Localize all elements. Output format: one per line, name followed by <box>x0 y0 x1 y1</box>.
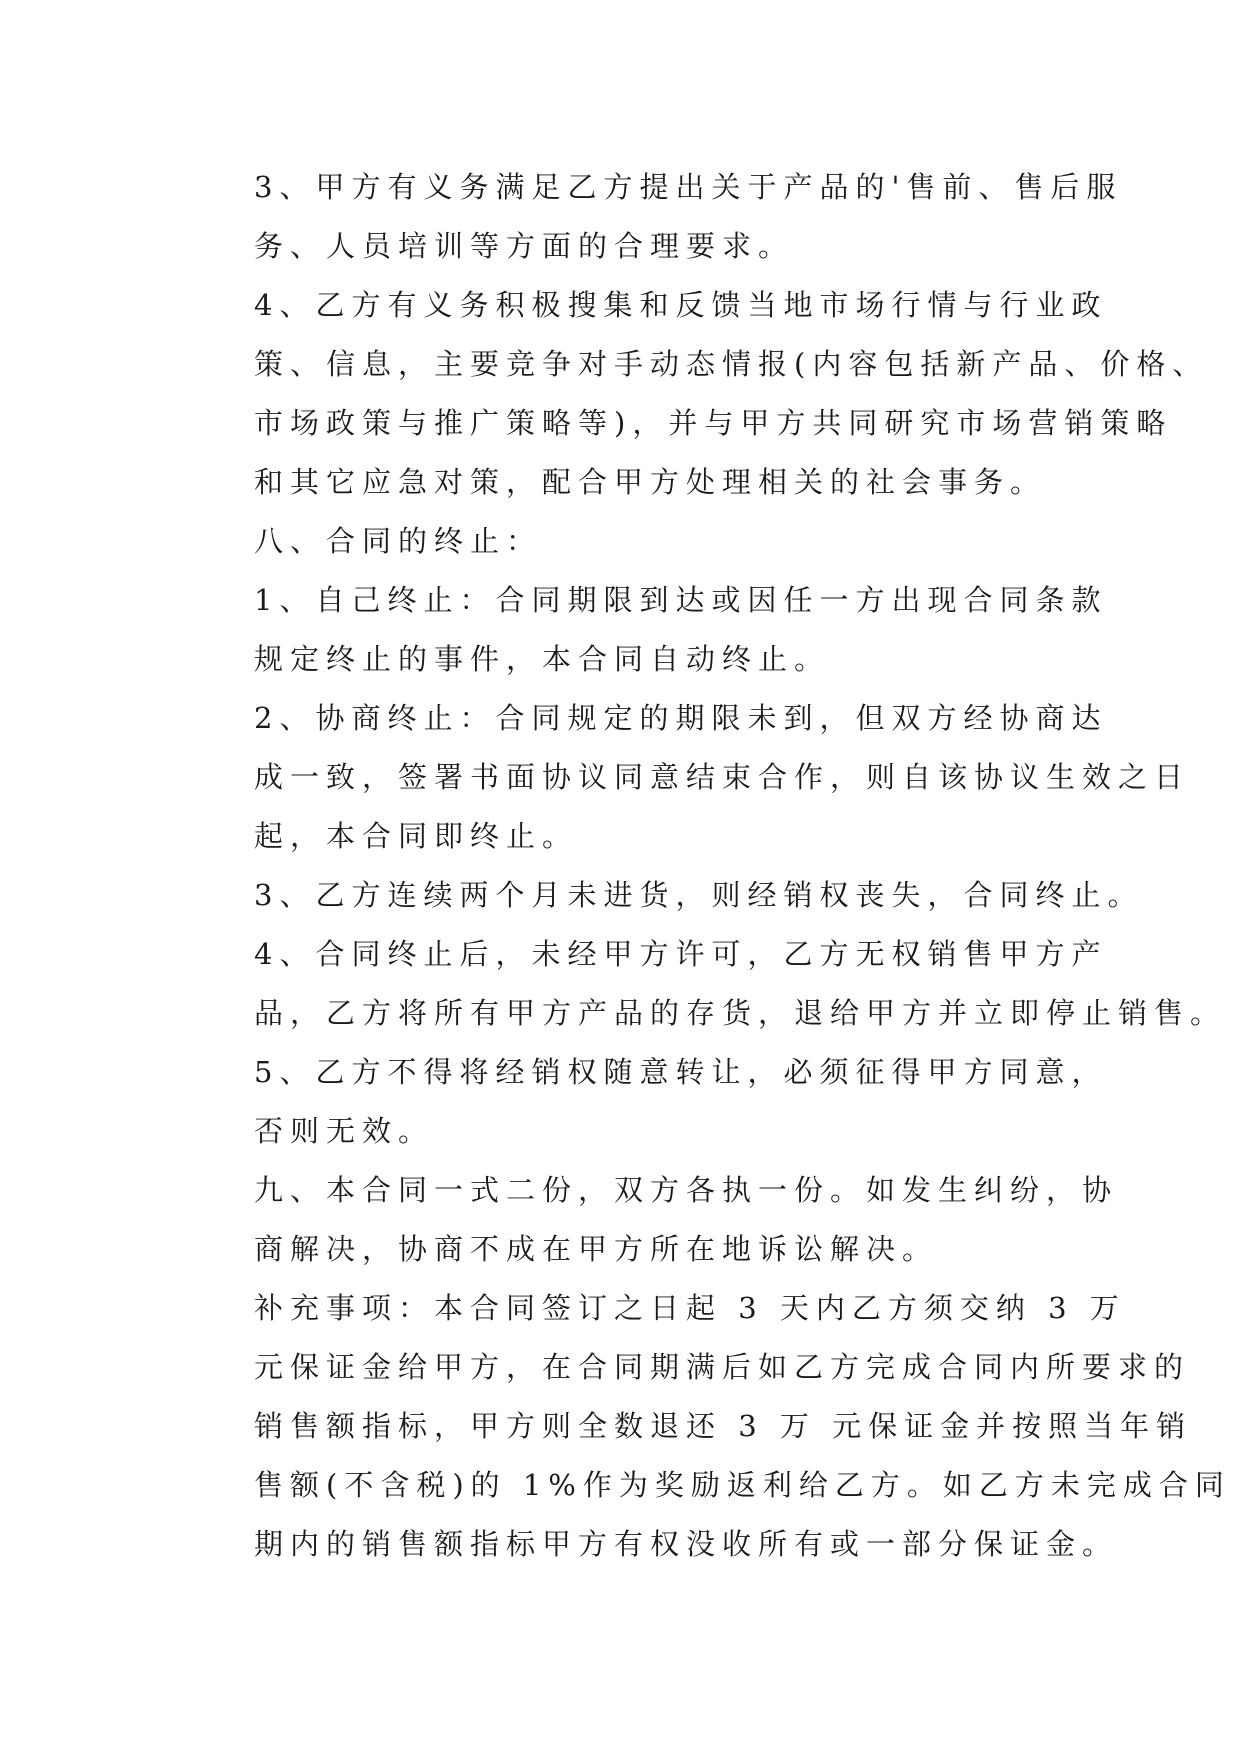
text-line: 市场政策与推广策略等)，并与甲方共同研究市场营销策略 <box>254 406 1173 440</box>
text-line: 3、乙方连续两个月未进货，则经销权丧失，合同终止。 <box>254 878 1144 912</box>
text-line: 2、协商终止：合同规定的期限未到，但双方经协商达 <box>254 701 1108 735</box>
text-line: 商解决，协商不成在甲方所在地诉讼解决。 <box>254 1232 939 1266</box>
text-line: 品，乙方将所有甲方产品的存货，退给甲方并立即停止销售。 <box>254 996 1227 1030</box>
text-line: 期内的销售额指标甲方有权没收所有或一部分保证金。 <box>254 1527 1119 1561</box>
text-line: 补充事项：本合同签订之日起 3 天内乙方须交纳 3 万 <box>254 1291 1126 1325</box>
text-line: 4、合同终止后，未经甲方许可，乙方无权销售甲方产 <box>254 937 1108 971</box>
paragraph-no-transfer <box>190 1043 1108 1161</box>
text-line: 5、乙方不得将经销权随意转让，必须征得甲方同意， <box>254 1055 1108 1089</box>
text-line: 3、甲方有义务满足乙方提出关于产品的'售前、售后服 <box>254 170 1123 204</box>
paragraph-natural-termination <box>190 571 1108 689</box>
paragraph-after-termination <box>190 925 1227 1043</box>
paragraph-no-purchase-termination <box>190 866 1144 925</box>
text-line: 销售额指标，甲方则全数退还 3 万 元保证金并按照当年销 <box>254 1409 1193 1443</box>
paragraph-supplementary-deposit <box>190 1279 1231 1574</box>
text-line: 和其它应急对策，配合甲方处理相关的社会事务。 <box>254 465 1047 499</box>
paragraph-market-feedback <box>190 276 1209 512</box>
text-line: 元保证金给甲方，在合同期满后如乙方完成合同内所要求的 <box>254 1350 1191 1384</box>
section-heading-termination <box>190 512 1060 571</box>
text-line: 成一致，签署书面协议同意结束合作，则自该协议生效之日 <box>254 760 1191 794</box>
text-line: 4、乙方有义务积极搜集和反馈当地市场行情与行业政 <box>254 288 1108 322</box>
document-body <box>190 158 1231 1574</box>
paragraph-pre-after-sales-service <box>190 158 1123 276</box>
text-line: 规定终止的事件，本合同自动终止。 <box>254 642 831 676</box>
text-line: 售额(不含税)的 1%作为奖励返利给乙方。如乙方未完成合同 <box>254 1468 1231 1502</box>
text-line: 务、人员培训等方面的合理要求。 <box>254 229 795 263</box>
text-line: 策、信息，主要竞争对手动态情报(内容包括新产品、价格、 <box>254 347 1209 381</box>
text-line: 否则无效。 <box>254 1114 435 1148</box>
section-copies-and-disputes <box>190 1161 1119 1279</box>
text-line: 八、合同的终止： <box>254 524 543 558</box>
text-line: 九、本合同一式二份，双方各执一份。如发生纠纷，协 <box>254 1173 1119 1207</box>
paragraph-negotiated-termination <box>190 689 1191 866</box>
text-line: 起，本合同即终止。 <box>254 819 579 853</box>
text-line: 1、自己终止：合同期限到达或因任一方出现合同条款 <box>254 583 1108 617</box>
